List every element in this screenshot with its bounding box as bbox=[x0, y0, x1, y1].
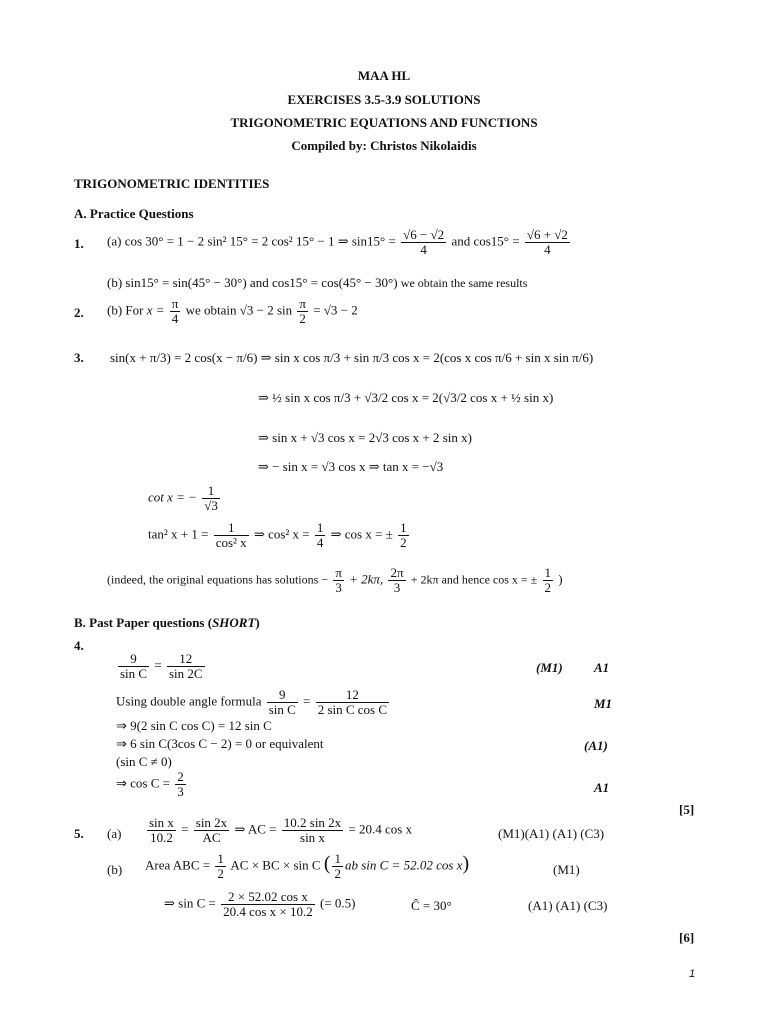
part-b-heading: B. Past Paper questions (SHORT) bbox=[74, 615, 260, 630]
q3-line6 bbox=[148, 521, 411, 550]
q3-line3: ⇒ sin x + √3 cos x = 2√3 cos x + 2 sin x) bbox=[258, 430, 472, 445]
q3-close-paren: ) bbox=[558, 571, 563, 587]
q4-frac-12b: $\frac{12}{\text{2 sin C cos C}}$ bbox=[317, 687, 388, 717]
compiled-by: Compiled by: Christos Nikolaidis bbox=[291, 138, 477, 153]
q3-frac-2pi3: $\frac{2\pi}{3}$ bbox=[390, 565, 404, 595]
q2-x: x = bbox=[146, 302, 165, 318]
q1-b-label: (b) bbox=[107, 275, 123, 290]
q3-cot: cot x = − bbox=[148, 489, 197, 505]
q1-part-a bbox=[107, 228, 572, 257]
q4-row6: ⇒ cos C = $\frac{2}{3}$ bbox=[116, 769, 184, 799]
q4-number: 4. bbox=[74, 638, 84, 653]
q3-line1: sin(x + π/3) = 2 cos(x − π/6) ⇒ sin x cos π/3 + sin π/3 cos x = 2(cos x cos π/6 + sin x sin π/6) bbox=[110, 350, 594, 365]
q4-mark-a1b: (A1) bbox=[584, 738, 608, 753]
q5-total: [6] bbox=[679, 930, 695, 945]
q3-frac-pi3: $\frac{\pi}{3}$ bbox=[335, 565, 342, 595]
q3-number: 3. bbox=[74, 350, 84, 365]
exercises-title: EXERCISES 3.5-3.9 SOLUTIONS bbox=[287, 92, 481, 107]
q1-b-text: we obtain the same results bbox=[400, 276, 528, 290]
q1-b-expr: sin15° = sin(45° − 30°) and cos15° = cos(45° − 30°) bbox=[125, 275, 398, 290]
q5-frac-ac: $\frac{10.2 \sin 2x}{\text{sin x}}$ bbox=[283, 815, 342, 845]
q4-row2: Using double angle formula $\frac{9}{\text{sin C}}$ = $\frac{12}{\text{2 sin C cos C}}$ bbox=[116, 687, 388, 717]
q2-expr: √3 − 2 sin bbox=[239, 302, 293, 318]
q5-b-label: (b) bbox=[107, 862, 123, 877]
q3-frac-quarter: $\frac{1}{4}$ bbox=[316, 520, 324, 550]
section-title: TRIGONOMETRIC IDENTITIES bbox=[74, 176, 270, 191]
q4-mark-m1: (M1) bbox=[536, 660, 563, 675]
q5-frac-half: $\frac{1}{2}$ bbox=[217, 851, 224, 881]
q2-frac-pi2: $\frac{\pi}{2}$ bbox=[299, 296, 306, 326]
q1-and-text: and cos15° = bbox=[451, 233, 520, 249]
q4-mark-a1: A1 bbox=[594, 660, 610, 675]
q5-frac-sinx: $\frac{\text{sin x}}{10.2}$ bbox=[149, 815, 174, 845]
q3-frac-cot: $\frac{1}{√3}$ bbox=[204, 483, 218, 513]
q4-frac-12: $\frac{12}{\sin 2C}$ bbox=[168, 651, 203, 681]
q2-for: (b) For bbox=[107, 302, 144, 318]
part-a-heading: A. Practice Questions bbox=[74, 206, 194, 221]
q5-c-marks: (A1) (A1) (C3) bbox=[528, 898, 608, 913]
q5-angle: Ĉ = 30° bbox=[411, 898, 452, 913]
q3-frac-half: $\frac{1}{2}$ bbox=[400, 520, 407, 550]
q5-b-mark: (M1) bbox=[553, 862, 580, 877]
q3-hence: + 2kπ and hence cos x = ± bbox=[410, 572, 538, 587]
q3-line2: ⇒ ½ sin x cos π/3 + √3/2 cos x = 2(√3/2 cos x + ½ sin x) bbox=[258, 390, 554, 405]
page-number: 1 bbox=[689, 968, 696, 980]
q3-cos2-eq: ⇒ cos² x = bbox=[253, 526, 310, 542]
q2-frac-pi4: $\frac{\pi}{4}$ bbox=[171, 296, 179, 326]
q1-a-label: (a) bbox=[107, 233, 122, 249]
q3-tan2: tan² x + 1 = bbox=[148, 526, 209, 542]
q3-line7 bbox=[107, 566, 563, 595]
q4-row5: (sin C ≠ 0) bbox=[116, 754, 172, 769]
q2-line bbox=[107, 297, 358, 326]
q1-number: 1. bbox=[74, 236, 84, 251]
q4-mark-a1c: A1 bbox=[594, 780, 610, 795]
course-title: MAA HL bbox=[357, 68, 411, 83]
q4-frac-9b: $\frac{9}{\text{sin C}}$ bbox=[268, 687, 296, 717]
q4-frac-9: $\frac{9}{\text{sin C}}$ bbox=[120, 651, 148, 681]
q3-frac-cos2: $\frac{1}{\text{cos² x}}$ bbox=[215, 520, 247, 550]
q4-total: [5] bbox=[679, 802, 695, 817]
q2-obtain: we obtain bbox=[185, 302, 237, 318]
q2-result: = √3 − 2 bbox=[313, 302, 358, 318]
q4-row4: ⇒ 6 sin C(3cos C − 2) = 0 or equivalent bbox=[116, 736, 324, 751]
q3-2kpi: + 2kπ, bbox=[349, 571, 384, 587]
q2-number: 2. bbox=[74, 305, 84, 320]
q5-b-line: Area ABC = $\frac{1}{2}$ AC × BC × sin C ( $\frac{1}{2}$ ab sin C = 52.02 cos x) bbox=[145, 851, 470, 881]
q4-row3: ⇒ 9(2 sin C cos C) = 12 sin C bbox=[116, 718, 272, 733]
q3-cos-pm: ⇒ cos x = ± bbox=[330, 526, 393, 542]
q4-mark-m1b: M1 bbox=[594, 696, 613, 711]
q5-a-line: $\frac{\text{sin x}}{10.2}$ = $\frac{\sin 2x}{AC}$ ⇒ AC = $\frac{10.2 \sin 2x}{\text{sin x}}$ = 20.4 cos x bbox=[149, 815, 413, 845]
q3-indeed: (indeed, the original equations has solutions − bbox=[107, 572, 329, 587]
q5-frac-sinc: $\frac{\text{2 × 52.02 cos x}}{\text{20.4 cos x × 10.2}}$ bbox=[223, 889, 313, 919]
q3-line5 bbox=[148, 484, 222, 513]
q5-frac-sin2x: $\frac{\sin 2x}{AC}$ bbox=[195, 815, 228, 845]
topic-title: TRIGONOMETRIC EQUATIONS AND FUNCTIONS bbox=[230, 115, 538, 130]
q5-number: 5. bbox=[74, 826, 84, 841]
q4-double-angle: Using double angle formula bbox=[116, 693, 262, 709]
q3-line4: ⇒ − sin x = √3 cos x ⇒ tan x = −√3 bbox=[258, 459, 444, 474]
q1-frac-cos15: $\frac{√6 + √2}{4}$ bbox=[526, 227, 568, 257]
q1-part-b bbox=[107, 275, 527, 291]
q5-frac-half2: $\frac{1}{2}$ bbox=[334, 851, 341, 881]
q4-frac-23: $\frac{2}{3}$ bbox=[177, 769, 184, 799]
q1-a-expr: cos 30° = 1 − 2 sin² 15° = 2 cos² 15° − 1 ⇒ sin15° = bbox=[124, 233, 396, 249]
q3-frac-half2: $\frac{1}{2}$ bbox=[544, 565, 552, 595]
q4-row1: $\frac{9}{\text{sin C}}$ = $\frac{12}{\sin 2C}$ bbox=[120, 651, 203, 681]
q1-frac-sin15: $\frac{√6 - √2}{4}$ bbox=[403, 227, 445, 257]
q5-a-marks: (M1)(A1) (A1) (C3) bbox=[498, 826, 605, 841]
q5-c-line: ⇒ sin C = $\frac{\text{2 × 52.02 cos x}}{\text{20.4 cos x × 10.2}}$ (= 0.5) bbox=[164, 889, 356, 919]
q5-a-label: (a) bbox=[107, 826, 122, 841]
